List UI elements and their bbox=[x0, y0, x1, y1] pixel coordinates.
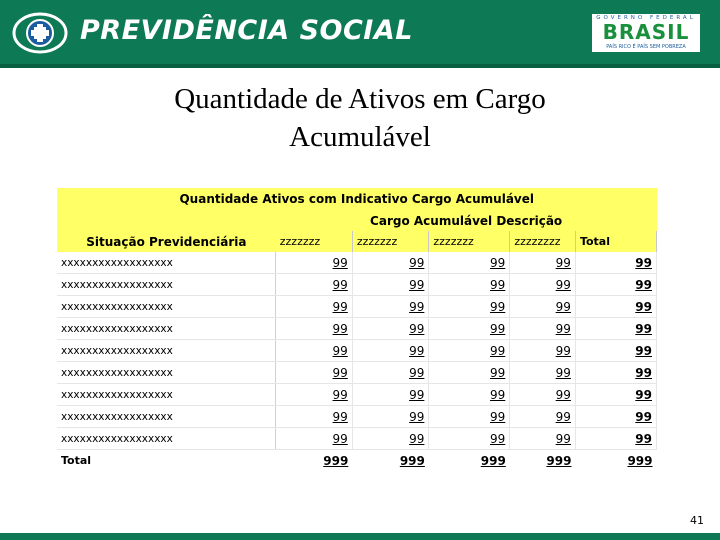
table-column-header-row bbox=[57, 231, 657, 252]
value-cell[interactable]: 99 bbox=[276, 406, 353, 428]
row-header: Situação Previdenciária bbox=[57, 231, 276, 252]
header-divider bbox=[0, 64, 720, 68]
value-cell[interactable]: 99 bbox=[276, 384, 353, 406]
row-total-cell[interactable]: 99 bbox=[575, 296, 656, 318]
previdencia-emblem-icon bbox=[12, 12, 68, 54]
value-cell[interactable]: 99 bbox=[510, 428, 576, 450]
total-value-cell[interactable]: 999 bbox=[399, 453, 425, 468]
row-label: xxxxxxxxxxxxxxxxxx bbox=[57, 318, 276, 340]
total-value-cell[interactable]: 999 bbox=[627, 453, 653, 468]
value-cell[interactable]: 99 bbox=[352, 296, 429, 318]
table-row bbox=[57, 340, 657, 362]
value-cell[interactable]: 99 bbox=[429, 318, 510, 340]
row-total-cell[interactable]: 99 bbox=[575, 384, 656, 406]
total-value-cell[interactable]: 999 bbox=[546, 453, 572, 468]
row-label: xxxxxxxxxxxxxxxxxx bbox=[57, 340, 276, 362]
value-cell[interactable]: 99 bbox=[352, 362, 429, 384]
value-cell[interactable]: 99 bbox=[352, 340, 429, 362]
value-cell[interactable]: 99 bbox=[276, 318, 353, 340]
value-cell[interactable]: 99 bbox=[429, 252, 510, 274]
slide-title-line-1: Quantidade de Ativos em Cargo bbox=[174, 83, 546, 115]
row-label: xxxxxxxxxxxxxxxxxx bbox=[57, 252, 276, 274]
value-cell[interactable]: 99 bbox=[276, 274, 353, 296]
table-row bbox=[57, 428, 657, 450]
row-label: xxxxxxxxxxxxxxxxxx bbox=[57, 362, 276, 384]
value-cell[interactable]: 99 bbox=[510, 318, 576, 340]
table-total-row bbox=[57, 450, 657, 472]
governo-federal-logo bbox=[592, 14, 700, 52]
value-cell[interactable]: 99 bbox=[510, 362, 576, 384]
column-header: zzzzzzz bbox=[429, 231, 510, 252]
column-header-total: Total bbox=[575, 231, 656, 252]
row-label: xxxxxxxxxxxxxxxxxx bbox=[57, 428, 276, 450]
value-cell[interactable]: 99 bbox=[276, 428, 353, 450]
gov-logo-main: BRASIL bbox=[602, 20, 690, 44]
total-value-cell[interactable]: 999 bbox=[480, 453, 506, 468]
value-cell[interactable]: 99 bbox=[352, 252, 429, 274]
value-cell[interactable]: 99 bbox=[510, 406, 576, 428]
slide-title-line-2: Acumulável bbox=[289, 121, 431, 153]
column-header: zzzzzzzz bbox=[510, 231, 576, 252]
header-bar bbox=[0, 0, 720, 68]
table-row bbox=[57, 362, 657, 384]
value-cell[interactable]: 99 bbox=[352, 384, 429, 406]
data-table bbox=[57, 188, 657, 471]
row-label: xxxxxxxxxxxxxxxxxx bbox=[57, 384, 276, 406]
value-cell[interactable]: 99 bbox=[276, 296, 353, 318]
value-cell[interactable]: 99 bbox=[429, 362, 510, 384]
footer-bar bbox=[0, 533, 720, 540]
gov-logo-bottom: PAÍS RICO É PAÍS SEM POBREZA bbox=[606, 44, 686, 50]
row-label: xxxxxxxxxxxxxxxxxx bbox=[57, 296, 276, 318]
value-cell[interactable]: 99 bbox=[429, 274, 510, 296]
value-cell[interactable]: 99 bbox=[510, 384, 576, 406]
value-cell[interactable]: 99 bbox=[352, 274, 429, 296]
column-header: zzzzzzz bbox=[352, 231, 429, 252]
table-row bbox=[57, 296, 657, 318]
table-row bbox=[57, 274, 657, 296]
row-total-cell[interactable]: 99 bbox=[575, 318, 656, 340]
value-cell[interactable]: 99 bbox=[429, 428, 510, 450]
row-total-cell[interactable]: 99 bbox=[575, 428, 656, 450]
row-total-cell[interactable]: 99 bbox=[575, 274, 656, 296]
value-cell[interactable]: 99 bbox=[352, 428, 429, 450]
value-cell[interactable]: 99 bbox=[510, 252, 576, 274]
value-cell[interactable]: 99 bbox=[352, 406, 429, 428]
value-cell[interactable]: 99 bbox=[276, 340, 353, 362]
value-cell[interactable]: 99 bbox=[276, 362, 353, 384]
total-label: Total bbox=[61, 454, 92, 467]
gov-logo-top: GOVERNO FEDERAL bbox=[596, 15, 696, 21]
value-cell[interactable]: 99 bbox=[352, 318, 429, 340]
category-header: Cargo Acumulável Descrição bbox=[276, 210, 657, 231]
page-number: 41 bbox=[690, 514, 704, 527]
table-title: Quantidade Ativos com Indicativo Cargo Acumulável bbox=[57, 188, 657, 210]
value-cell[interactable]: 99 bbox=[510, 340, 576, 362]
table-row bbox=[57, 384, 657, 406]
row-label: xxxxxxxxxxxxxxxxxx bbox=[57, 406, 276, 428]
table-category-row bbox=[57, 210, 657, 231]
value-cell[interactable]: 99 bbox=[510, 296, 576, 318]
column-header: zzzzzzz bbox=[276, 231, 353, 252]
value-cell[interactable]: 99 bbox=[429, 340, 510, 362]
value-cell[interactable]: 99 bbox=[510, 274, 576, 296]
value-cell[interactable]: 99 bbox=[429, 296, 510, 318]
slide-title bbox=[90, 80, 630, 156]
table-row bbox=[57, 318, 657, 340]
table-title-row bbox=[57, 188, 657, 210]
brand-title: PREVIDÊNCIA SOCIAL bbox=[80, 15, 413, 46]
table-row bbox=[57, 406, 657, 428]
value-cell[interactable]: 99 bbox=[276, 252, 353, 274]
row-total-cell[interactable]: 99 bbox=[575, 406, 656, 428]
row-label: xxxxxxxxxxxxxxxxxx bbox=[57, 274, 276, 296]
total-value-cell[interactable]: 999 bbox=[323, 453, 349, 468]
table-row bbox=[57, 252, 657, 274]
row-total-cell[interactable]: 99 bbox=[575, 362, 656, 384]
value-cell[interactable]: 99 bbox=[429, 384, 510, 406]
row-total-cell[interactable]: 99 bbox=[575, 340, 656, 362]
value-cell[interactable]: 99 bbox=[429, 406, 510, 428]
row-total-cell[interactable]: 99 bbox=[575, 252, 656, 274]
